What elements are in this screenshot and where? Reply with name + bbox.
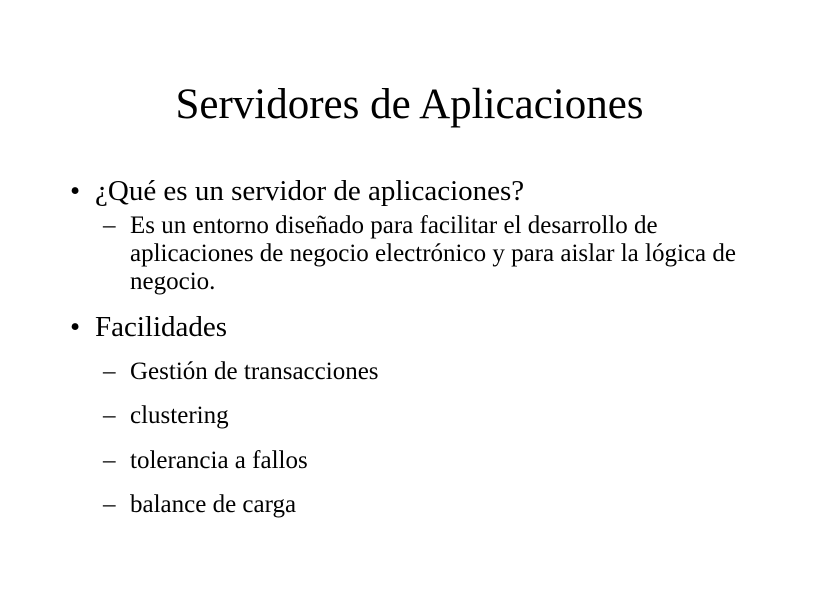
- bullet-text: Facilidades: [95, 311, 228, 343]
- sub-item-text: tolerancia a fallos: [130, 447, 308, 474]
- slide-title: Servidores de Aplicaciones: [175, 81, 644, 128]
- sub-item-text: balance de carga: [130, 491, 297, 518]
- sub-item-text: Es un entorno diseñado para facilitar el desarrollo de aplicaciones de negocio electrónico y para aislar la lógica de negocio.: [130, 212, 736, 295]
- bullet-text: ¿Qué es un servidor de aplicaciones?: [95, 175, 525, 207]
- dash-icon: –: [103, 212, 116, 239]
- sub-item-text: clustering: [130, 402, 229, 429]
- dash-icon: –: [103, 447, 116, 474]
- dash-icon: –: [103, 358, 116, 385]
- bullet-icon: •: [70, 311, 81, 343]
- sub-item-text: Gestión de transacciones: [130, 358, 379, 385]
- dash-icon: –: [103, 402, 116, 429]
- dash-icon: –: [103, 491, 116, 518]
- bullet-icon: •: [70, 175, 81, 207]
